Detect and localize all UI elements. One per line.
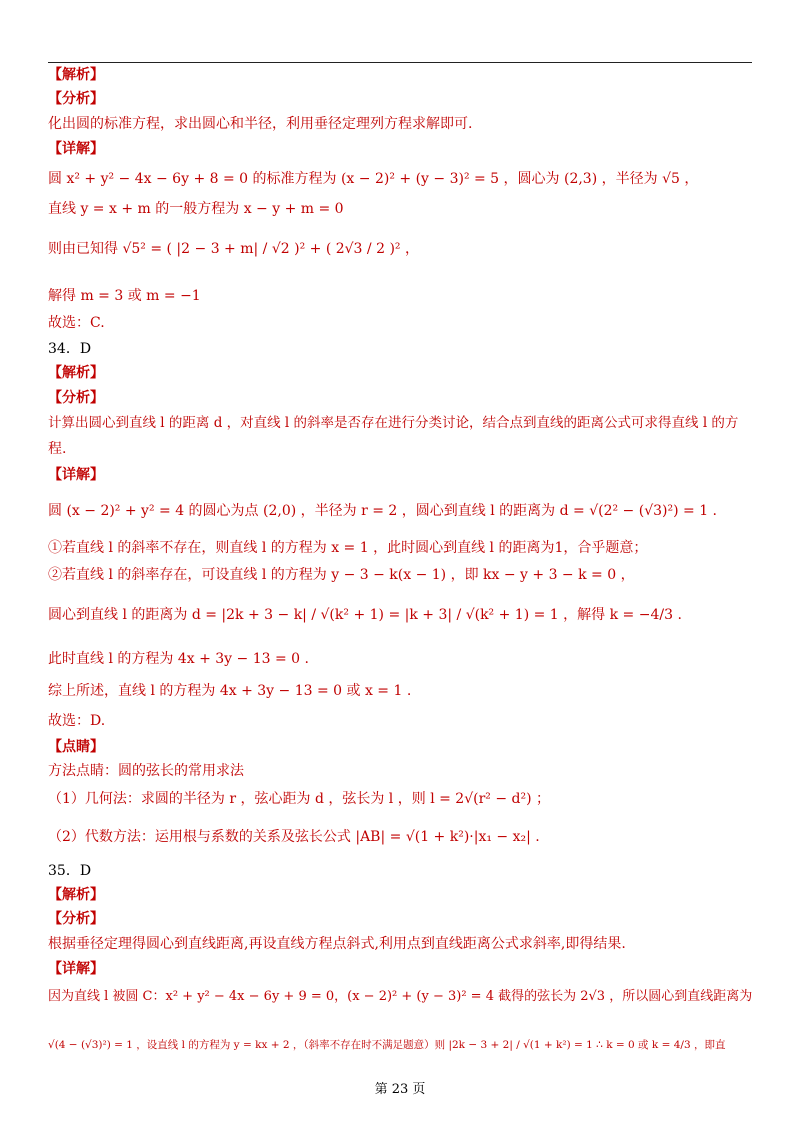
header-rule: [48, 62, 752, 63]
text-line: √(4 − (√3)²) = 1 ，设直线 l 的方程为 y = kx + 2 ，（斜率不存在时不满足题意）则 |2k − 3 + 2| / √(1 + k²) = 1 ∴ k = 0 或 k = 4/3 ，即直: [48, 1039, 726, 1051]
text-line: 根据垂径定理得圆心到直线距离,再设直线方程点斜式,利用点到直线距离公式求斜率,即得结果.: [48, 936, 626, 952]
text-line: 【解析】: [48, 67, 104, 83]
text-line: 圆 x² + y² − 4x − 6y + 8 = 0 的标准方程为 (x − 2)² + (y − 3)² = 5 ，圆心为 (2,3) ，半径为 √5 ，: [48, 171, 699, 187]
text-line: 圆 (x − 2)² + y² = 4 的圆心为点 (2,0) ，半径为 r = 2 ，圆心到直线 l 的距离为 d = √(2² − (√3)²) = 1 .: [48, 503, 717, 519]
text-line: 方法点睛：圆的弦长的常用求法: [48, 763, 244, 779]
text-line: 因为直线 l 被圆 C：x² + y² − 4x − 6y + 9 = 0，(x − 2)² + (y − 3)² = 4 截得的弦长为 2√3 ，所以圆心到直线距离为: [48, 989, 753, 1004]
page-number: 第 23 页: [374, 1082, 426, 1097]
text-line: ①若直线 l 的斜率不存在，则直线 l 的方程为 x = 1 ，此时圆心到直线 l 的距离为1，合乎题意；: [48, 540, 648, 556]
text-line: 【详解】: [48, 961, 104, 977]
text-line: 35．D: [48, 863, 92, 879]
text-line: 程.: [48, 441, 67, 457]
text-line: 【点睛】: [48, 739, 104, 755]
text-line: 34．D: [48, 341, 92, 357]
text-line: 【详解】: [48, 141, 104, 157]
text-line: 此时直线 l 的方程为 4x + 3y − 13 = 0 .: [48, 651, 309, 667]
text-line: 故选：C.: [48, 315, 105, 331]
text-line: 则由已知得 √5² = ( |2 − 3 + m| / √2 )² + ( 2√3 / 2 )² ，: [48, 241, 419, 257]
text-line: 化出圆的标准方程，求出圆心和半径，利用垂径定理列方程求解即可.: [48, 116, 473, 132]
text-line: 圆心到直线 l 的距离为 d = |2k + 3 − k| / √(k² + 1) = |k + 3| / √(k² + 1) = 1 ，解得 k = −4/3 .: [48, 607, 682, 623]
text-line: 综上所述，直线 l 的方程为 4x + 3y − 13 = 0 或 x = 1 .: [48, 683, 412, 699]
text-line: 故选：D.: [48, 713, 106, 729]
text-line: 【解析】: [48, 887, 104, 903]
text-line: ②若直线 l 的斜率存在，可设直线 l 的方程为 y − 3 − k(x − 1) ，即 kx − y + 3 − k = 0 ，: [48, 567, 635, 583]
text-line: 【分析】: [48, 91, 104, 107]
text-line: （2）代数方法：运用根与系数的关系及弦长公式 |AB| = √(1 + k²)·|x₁ − x₂| .: [48, 829, 540, 845]
text-line: 解得 m = 3 或 m = −1: [48, 288, 201, 304]
text-line: 【分析】: [48, 390, 104, 406]
text-line: （1）几何法：求圆的半径为 r ，弦心距为 d ，弦长为 l ，则 l = 2√(r² − d²) ；: [48, 791, 551, 807]
text-line: 【解析】: [48, 365, 104, 381]
text-line: 【分析】: [48, 911, 104, 927]
text-line: 【详解】: [48, 467, 104, 483]
text-line: 直线 y = x + m 的一般方程为 x − y + m = 0: [48, 201, 344, 217]
text-line: 计算出圆心到直线 l 的距离 d ，对直线 l 的斜率是否存在进行分类讨论，结合点到直线的距离公式可求得直线 l 的方: [48, 415, 739, 431]
